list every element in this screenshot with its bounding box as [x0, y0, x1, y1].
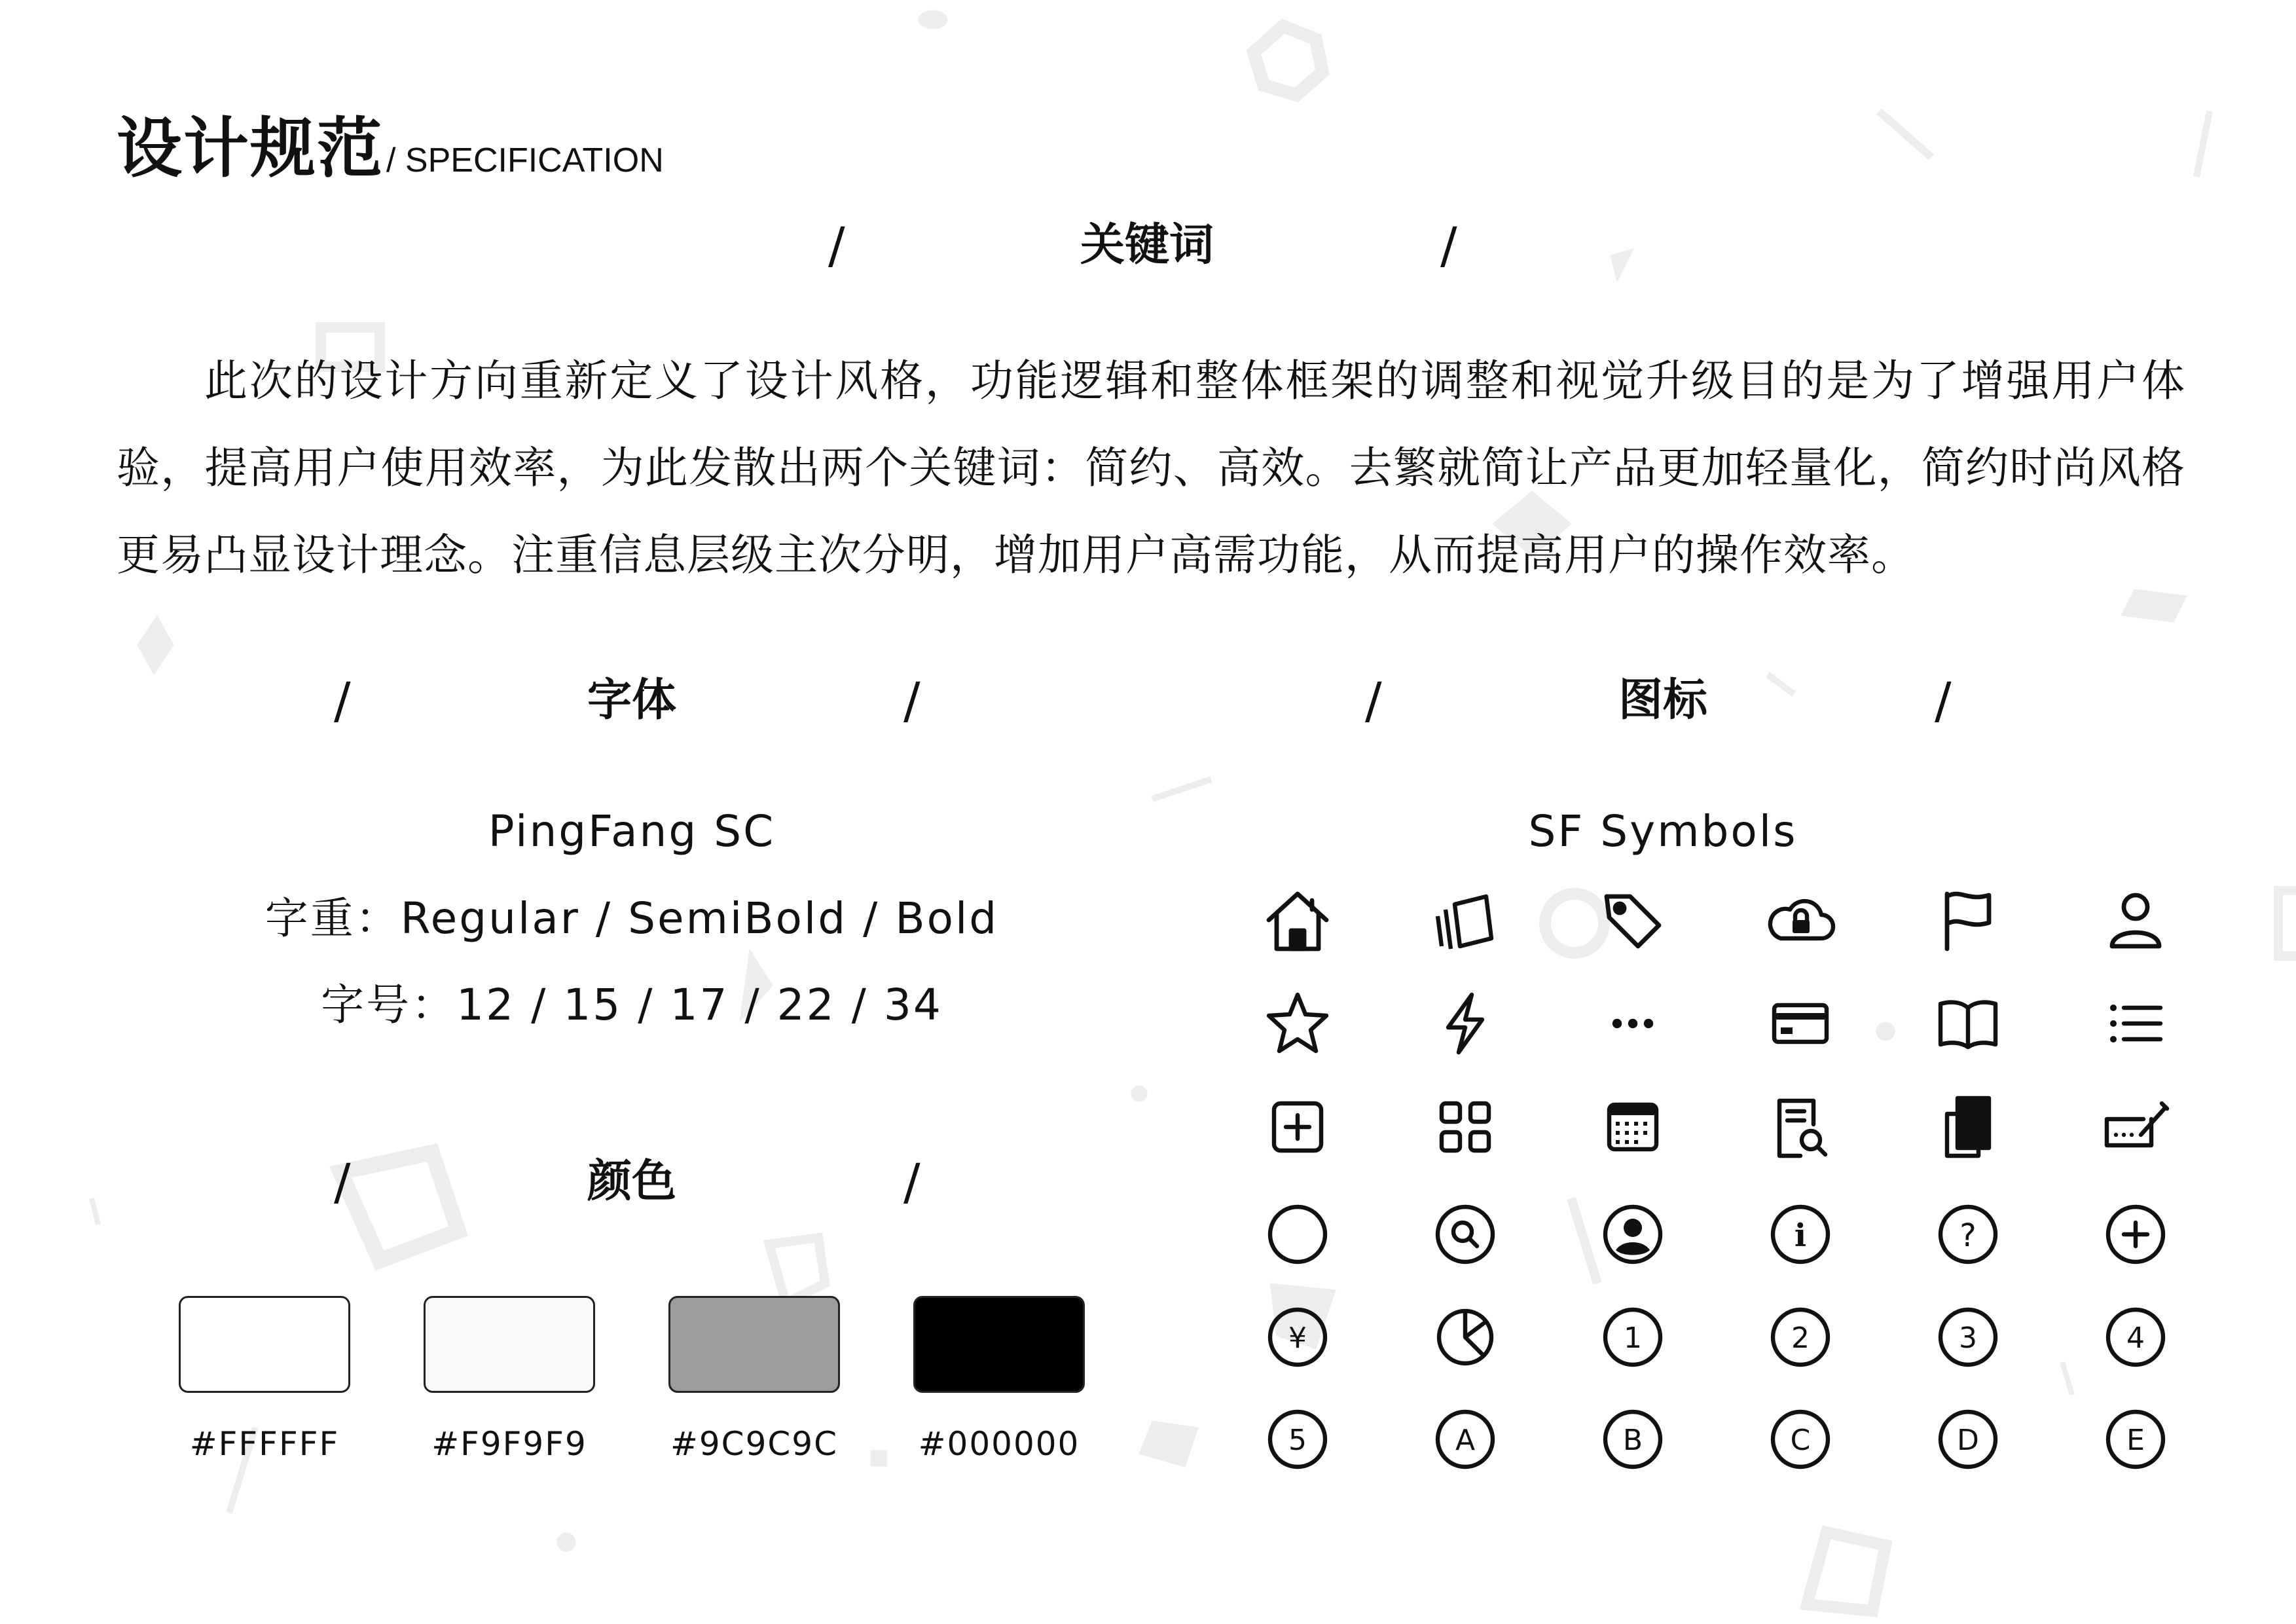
glyph-label: 2 [1791, 1321, 1810, 1355]
glyph-label: D [1957, 1424, 1979, 1457]
glyph-label: B [1622, 1424, 1643, 1457]
font-slash-right: / [903, 671, 920, 729]
lock-icloud-icon [1761, 881, 1840, 959]
info-circle-icon [1761, 1195, 1840, 1274]
color-hex-label: #000000 [918, 1425, 1080, 1463]
calendar-icon [1594, 1088, 1672, 1166]
glyph-label: i [1794, 1217, 1807, 1254]
color-hex-label: #FFFFFF [189, 1425, 340, 1463]
list-bullet-icon [2096, 984, 2175, 1063]
b-circle-icon [1594, 1400, 1672, 1479]
font-heading: 字体 [587, 674, 676, 726]
3-circle-icon [1929, 1298, 2007, 1376]
chart-pie-icon [1426, 1298, 1504, 1376]
keywords-heading: 关键词 [1080, 219, 1214, 271]
person-icon [2096, 881, 2175, 959]
tag-icon [1594, 881, 1672, 959]
icons-slash-left: / [1365, 671, 1382, 729]
plus-circle-icon [2096, 1195, 2175, 1274]
glyph-label: 4 [2126, 1321, 2145, 1355]
keywords-slash-right: / [1440, 216, 1457, 274]
font-slash-left: / [334, 671, 351, 729]
glyph-label: 5 [1288, 1424, 1307, 1457]
5-circle-icon [1258, 1400, 1337, 1479]
color-swatch [668, 1296, 840, 1393]
star-icon [1258, 984, 1337, 1063]
magnifyingglass-circle-icon [1426, 1195, 1504, 1274]
doc-on-doc-icon [1929, 1088, 2007, 1166]
plus-square-icon [1258, 1088, 1337, 1166]
square-stack-icon [1426, 881, 1504, 959]
keywords-slash-left: / [828, 216, 845, 274]
doc-magnifyingglass-icon [1761, 1088, 1840, 1166]
questionmark-circle-icon [1929, 1195, 2007, 1274]
person-crop-circle-icon [1594, 1195, 1672, 1274]
flag-icon [1929, 881, 2007, 959]
color-hex-label: #9C9C9C [670, 1425, 839, 1463]
icon-library-name: SF Symbols [1528, 806, 1798, 857]
color-hex-label: #F9F9F9 [431, 1425, 587, 1463]
color-slash-right: / [903, 1153, 920, 1211]
bolt-icon [1426, 984, 1504, 1063]
icons-heading: 图标 [1618, 674, 1707, 726]
glyph-label: 3 [1959, 1321, 1977, 1355]
font-family-name: PingFang SC [488, 806, 776, 857]
signature-icon [2096, 1088, 2175, 1166]
circle-icon [1258, 1195, 1337, 1274]
color-slash-left: / [334, 1153, 351, 1211]
keywords-paragraph: 此次的设计方向重新定义了设计风格，功能逻辑和整体框架的调整和视觉升级目的是为了增强用户体验，提高用户使用效率，为此发散出两个关键词：简约、高效。去繁就简让产品更加轻量化，简约时尚风格更易凸显设计理念。注重信息层级主次分明，增加用户高需功能，从而提高用户的操作效率。 [117, 356, 2185, 580]
page-subtitle: / SPECIFICATION [386, 141, 664, 179]
d-circle-icon [1929, 1400, 2007, 1479]
c-circle-icon [1761, 1400, 1840, 1479]
font-sizes: 字号：12 / 15 / 17 / 22 / 34 [321, 980, 943, 1030]
2-circle-icon [1761, 1298, 1840, 1376]
square-grid-icon [1426, 1088, 1504, 1166]
color-heading: 颜色 [587, 1156, 676, 1208]
book-icon [1929, 984, 2007, 1063]
yensign-circle-icon [1258, 1298, 1337, 1376]
e-circle-icon [2096, 1400, 2175, 1479]
ellipsis-icon [1594, 984, 1672, 1063]
glyph-label: A [1455, 1424, 1476, 1457]
color-swatch [424, 1296, 595, 1393]
glyph-label: E [2126, 1424, 2145, 1457]
a-circle-icon [1426, 1400, 1504, 1479]
color-swatch [179, 1296, 350, 1393]
1-circle-icon [1594, 1298, 1672, 1376]
house-icon [1258, 881, 1337, 959]
glyph-label: ¥ [1288, 1321, 1307, 1355]
color-swatch [913, 1296, 1085, 1393]
glyph-label: C [1790, 1424, 1811, 1457]
glyph-label: ? [1959, 1217, 1977, 1254]
creditcard-icon [1761, 984, 1840, 1063]
font-weights: 字重：Regular / SemiBold / Bold [264, 893, 999, 944]
icons-slash-right: / [1935, 671, 1952, 729]
page-title: 设计规范 [117, 110, 384, 187]
glyph-label: 1 [1624, 1321, 1642, 1355]
4-circle-icon [2096, 1298, 2175, 1376]
